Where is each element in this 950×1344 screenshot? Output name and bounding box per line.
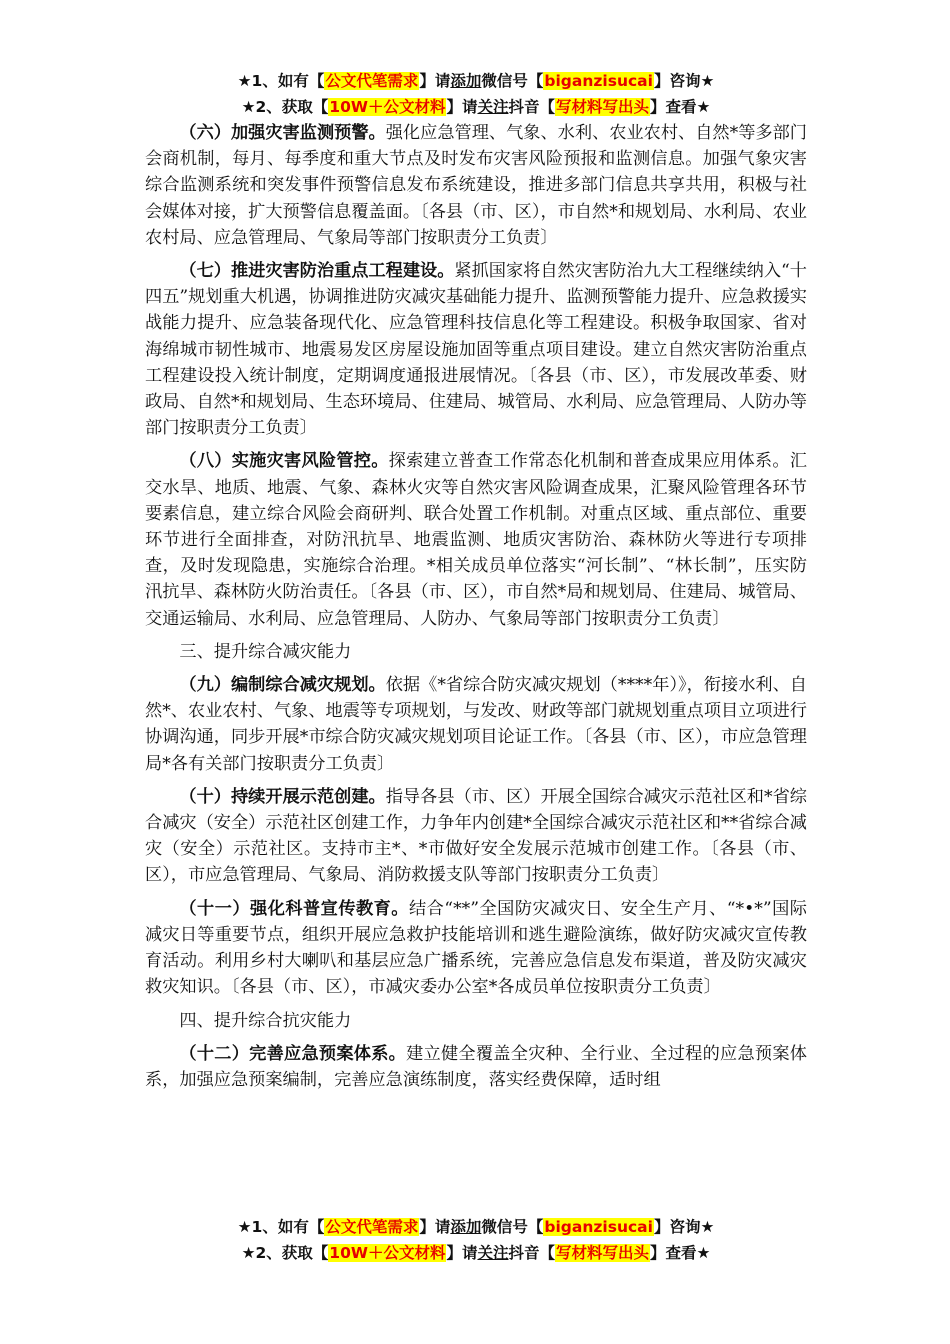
- banner-line-2: ★2、获取【10W＋公文材料】请关注抖音【写材料写出头】查看★: [241, 98, 711, 116]
- paragraph-11-title: （十一）强化科普宣传教育。: [179, 898, 409, 919]
- document-page: [145, 68, 807, 1100]
- paragraph-6-body: 强化应急管理、气象、水利、农业农村、自然*等多部门会商机制，每月、每季度和重大节点及时发布灾害风险预报和监测信息。加强气象灾害综合监测系统和突发事件预警信息发布系统建设，推进多部门信息共享共用，积极与社会媒体对接，扩大预警信息覆盖面。〔各县（市、区），市自然*和规划局、水利局、农业农村局、应急管理局、气象局等部门按职责分工负责〕: [145, 123, 807, 248]
- highlight-service: 公文代笔需求: [325, 72, 419, 90]
- paragraph-8-title: （八）实施灾害风险管控。: [179, 451, 389, 472]
- paragraph-12-body: 建立健全覆盖全灾种、全行业、全过程的应急预案体系，加强应急预案编制，完善应急演练制度，落实经费保障，适时组: [145, 1043, 807, 1090]
- paragraph-9-title: （九）编制综合减灾规划。: [179, 675, 386, 696]
- highlight-wechat-id: biganzisucai: [544, 72, 653, 90]
- paragraph-9-body: 依据《*省综合防灾减灾规划（****年）》，衔接水利、自然*、农业农村、气象、地震等专项规划，与发改、财政等部门就规划重点项目立项进行协调沟通，同步开展*市综合防灾减灾规划项目论证工作。〔各县（市、区），市应急管理局*各有关部门按职责分工负责〕: [145, 675, 807, 774]
- paragraph-7-body: 紧抓国家将自然灾害防治九大工程继续纳入“十四五”规划重大机遇，协调推进防灾减灾基础能力提升、监测预警能力提升、应急救援实战能力提升、应急装备现代化、应急管理科技信息化等工程建设。积极争取国家、省对海绵城市韧性城市、地震易发区房屋设施加固等重点项目建设。建立自然灾害防治重点工程建设投入统计制度，定期调度通报进展情况。〔各县（市、区），市发展改革委、财政局、自然*和规划局、生态环境局、住建局、城管局、水利局、应急管理局、人防办等部门按职责分工负责〕: [145, 261, 807, 439]
- paragraph-9: [145, 672, 807, 777]
- paragraph-10: [145, 784, 807, 889]
- star-icon: ★: [237, 72, 252, 90]
- paragraph-7-title: （七）推进灾害防治重点工程建设。: [179, 261, 455, 282]
- highlight-douyin-account: 写材料写出头: [556, 1244, 650, 1262]
- paragraph-11-body: 结合“**”全国防灾减灾日、安全生产月、“*•*”国际减灾日等重要节点，组织开展应急救护技能培训和逃生避险演练，做好防灾减灾宣传教育活动。利用乡村大喇叭和基层应急广播系统，完善应急信息发布渠道，普及防灾减灾救灾知识。〔各县（市、区），市减灾委办公室*各成员单位按职责分工负责〕: [145, 898, 807, 998]
- paragraph-11: [145, 896, 807, 1001]
- paragraph-10-title: （十）持续开展示范创建。: [179, 786, 386, 807]
- highlight-service: 公文代笔需求: [325, 1218, 419, 1236]
- footer-line-2: ★2、获取【10W＋公文材料】请关注抖音【写材料写出头】查看★: [241, 1244, 711, 1262]
- highlight-douyin-account: 写材料写出头: [556, 98, 650, 116]
- star-icon: ★: [241, 1244, 256, 1262]
- section-heading-3: 三、提升综合减灾能力: [179, 641, 352, 662]
- paragraph-7: [145, 258, 807, 441]
- paragraph-12: [145, 1041, 807, 1093]
- header-banner: [145, 68, 807, 120]
- paragraph-6: [145, 120, 807, 251]
- paragraph-10-body: 指导各县（市、区）开展全国综合减灾示范社区和*省综合减灾（安全）示范社区创建工作，力争年内创建*全国综合减灾示范社区和**省综合减灾（安全）示范社区。支持市主*、*市做好安全发展示范城市创建工作。〔各县（市、区），市应急管理局、气象局、消防救援支队等部门按职责分工负责〕: [145, 786, 807, 886]
- highlight-wechat-id: biganzisucai: [544, 1218, 653, 1236]
- paragraph-6-title: （六）加强灾害监测预警。: [179, 123, 386, 143]
- paragraph-8: [145, 448, 807, 631]
- highlight-materials: 10W＋公文材料: [329, 1244, 446, 1262]
- footer-line-1: ★1、如有【公文代笔需求】请添加微信号【biganzisucai】咨询★: [237, 1218, 715, 1236]
- paragraph-8-body: 探索建立普查工作常态化机制和普查成果应用体系。汇交水旱、地质、地震、气象、森林火灾等自然灾害风险调查成果，汇聚风险管理各环节要素信息，建立综合风险会商研判、联合处置工作机制。对重点区域、重点部位、重要环节进行全面排查，对防汛抗旱、地震监测、地质灾害防治、森林防火等进行专项排查，及时发现隐患，实施综合治理。*相关成员单位落实“河长制”、“林长制”，压实防汛抗旱、森林防火防治责任。〔各县（市、区），市自然*局和规划局、住建局、城管局、交通运输局、水利局、应急管理局、人防办、气象局等部门按职责分工负责〕: [145, 451, 807, 629]
- paragraph-12-title: （十二）完善应急预案体系。: [179, 1043, 407, 1064]
- highlight-materials: 10W＋公文材料: [329, 98, 446, 116]
- star-icon: ★: [237, 1218, 252, 1236]
- banner-line-1: ★1、如有【公文代笔需求】请添加微信号【biganzisucai】咨询★: [237, 72, 715, 90]
- star-icon: ★: [241, 98, 256, 116]
- footer-banner: [145, 1214, 807, 1266]
- section-heading-4: 四、提升综合抗灾能力: [179, 1010, 352, 1031]
